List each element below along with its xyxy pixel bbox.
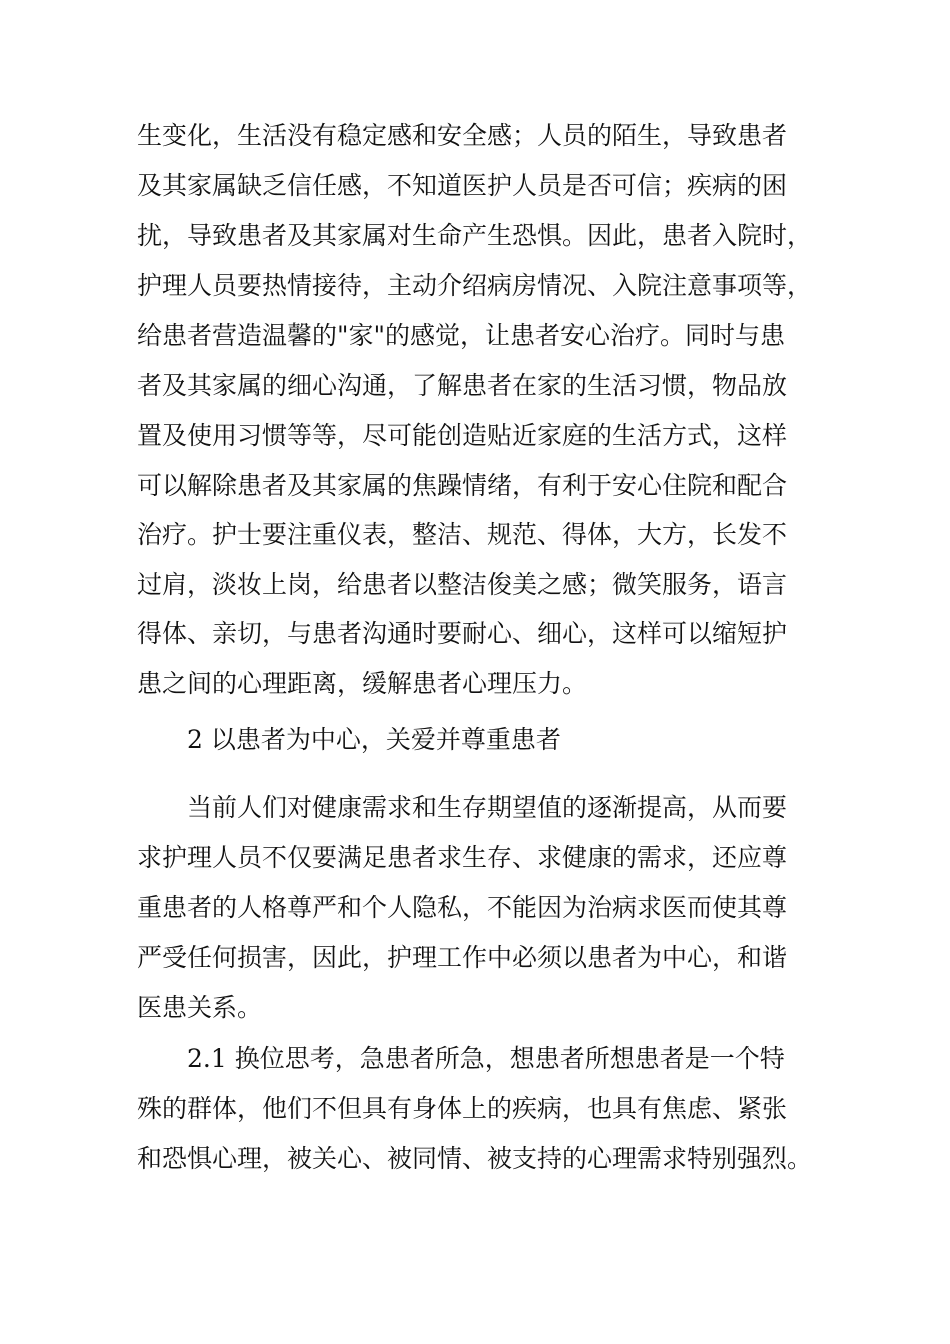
text-line: 求护理人员不仅要满足患者求生存、求健康的需求，还应尊 — [137, 843, 788, 872]
text-line: 重患者的人格尊严和个人隐私，不能因为治病求医而使其尊 — [137, 893, 788, 922]
text-line: 治疗。护士要注重仪表，整洁、规范、得体，大方，长发不 — [137, 520, 788, 549]
text-line: 者及其家属的细心沟通，了解患者在家的生活习惯，物品放 — [137, 371, 788, 400]
text-line: 得体、亲切，与患者沟通时要耐心、细心，这样可以缩短护 — [137, 619, 788, 648]
text-line: 患之间的心理距离，缓解患者心理压力。 — [137, 669, 588, 698]
text-line: 当前人们对健康需求和生存期望值的逐渐提高，从而要 — [187, 793, 788, 822]
text-line: 可以解除患者及其家属的焦躁情绪，有利于安心住院和配合 — [137, 471, 788, 500]
text-line: 殊的群体，他们不但具有身体上的疾病，也具有焦虑、紧张 — [137, 1094, 788, 1123]
text-line: 扰，导致患者及其家属对生命产生恐惧。因此，患者入院时， — [137, 221, 813, 250]
section-heading: 2 以患者为中心，关爱并尊重患者 — [187, 725, 561, 754]
text-line: 给患者营造温馨的"家"的感觉，让患者安心治疗。同时与患 — [137, 321, 786, 350]
text-line: 医患关系。 — [137, 993, 263, 1022]
text-line: 和恐惧心理，被关心、被同情、被支持的心理需求特别强烈。 — [137, 1144, 813, 1173]
text-line: 置及使用习惯等等，尽可能创造贴近家庭的生活方式，这样 — [137, 421, 788, 450]
text-line: 及其家属缺乏信任感，不知道医护人员是否可信；疾病的困 — [137, 171, 788, 200]
subsection-heading: 2.1 换位思考，急患者所急，想患者所想患者是一个特 — [187, 1044, 785, 1073]
text-line: 严受任何损害，因此，护理工作中必须以患者为中心，和谐 — [137, 943, 788, 972]
text-line: 过肩，淡妆上岗，给患者以整洁俊美之感；微笑服务，语言 — [137, 570, 788, 599]
text-line: 生变化，生活没有稳定感和安全感；人员的陌生，导致患者 — [137, 121, 788, 150]
text-line: 护理人员要热情接待，主动介绍病房情况、入院注意事项等， — [137, 271, 813, 300]
